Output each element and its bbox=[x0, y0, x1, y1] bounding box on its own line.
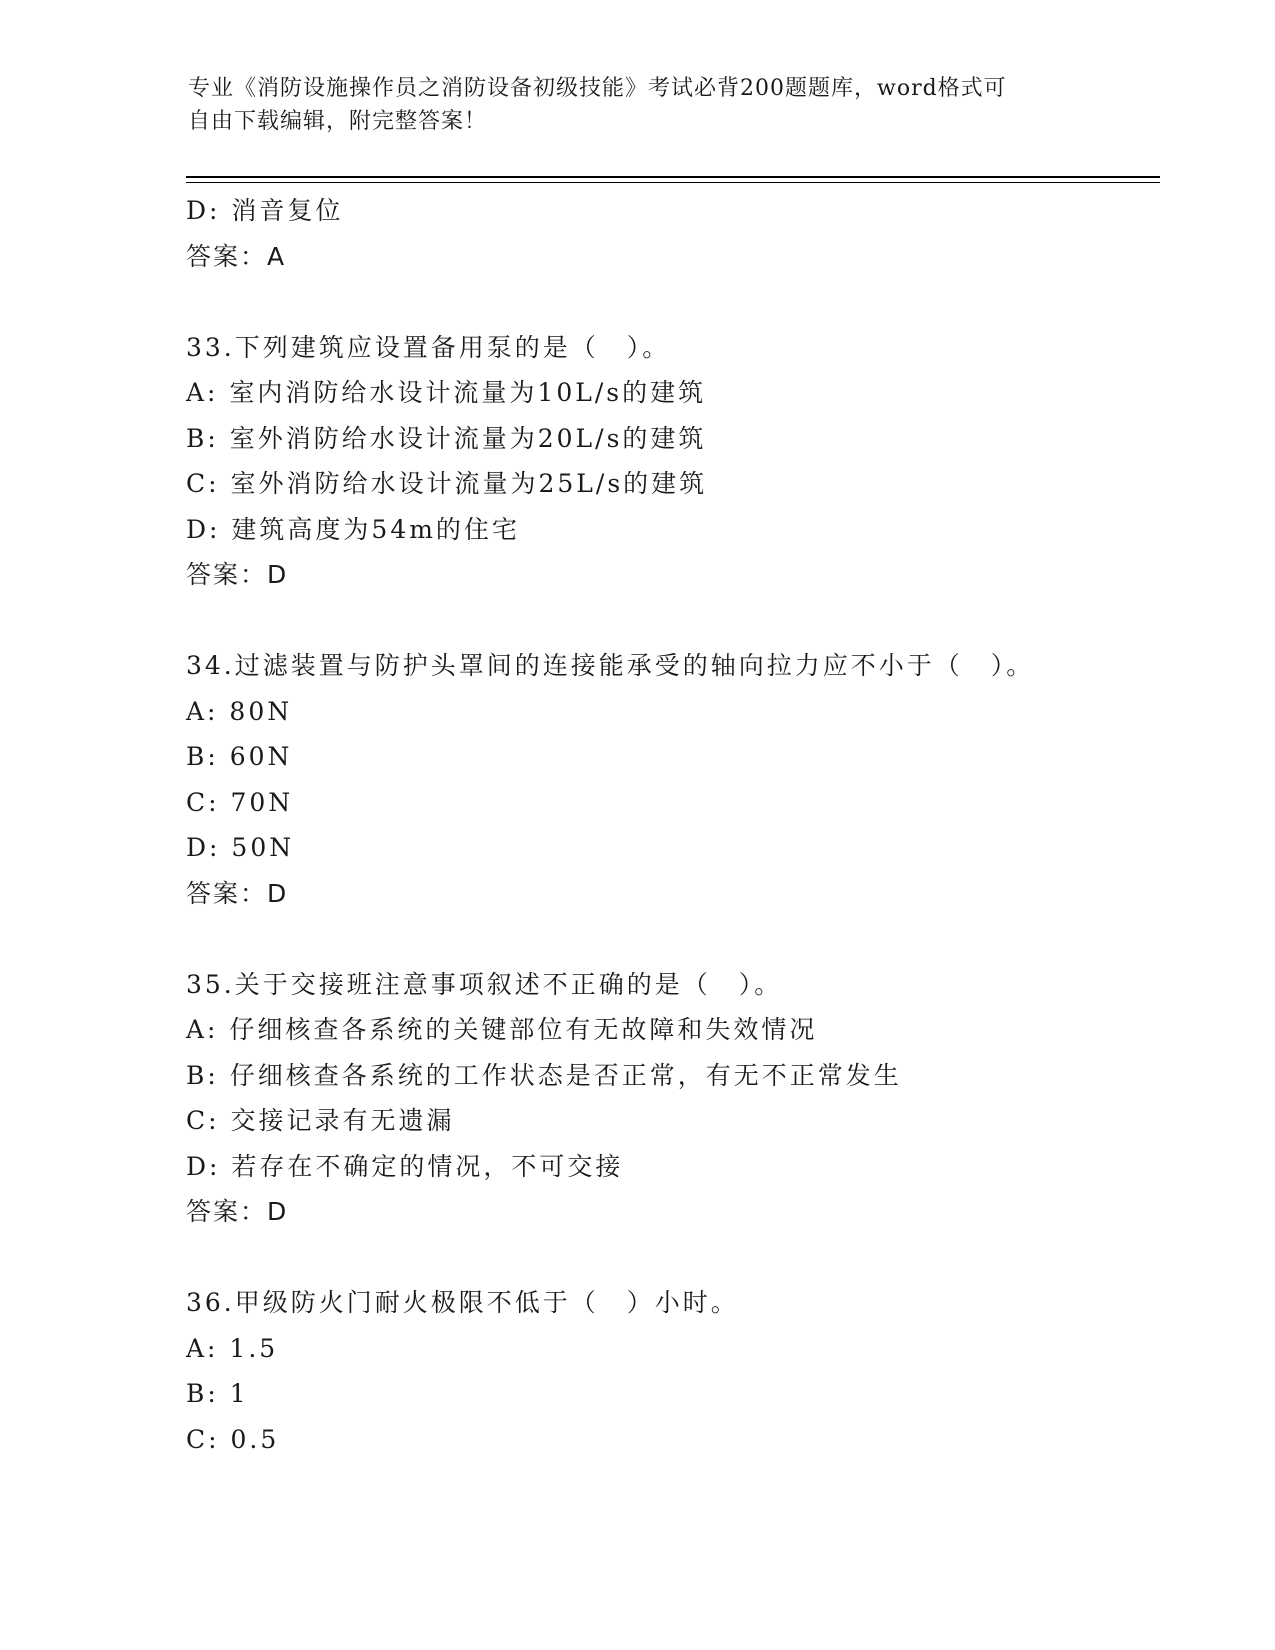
question-text: 34.过滤装置与防护头罩间的连接能承受的轴向拉力应不小于（ ）。 bbox=[186, 651, 1035, 680]
header-divider-thin bbox=[186, 182, 1160, 183]
option-c: C: 70N bbox=[186, 787, 294, 817]
answer: 答案：D bbox=[186, 1197, 289, 1226]
question-35 bbox=[186, 962, 1146, 1235]
option-b: B: 60N bbox=[186, 742, 293, 771]
spacer bbox=[186, 916, 1146, 962]
option-d: D: 建筑高度为54m的住宅 bbox=[186, 514, 520, 544]
option-b: B: 室外消防给水设计流量为20L/s的建筑 bbox=[186, 423, 707, 453]
option-a: A: 1.5 bbox=[186, 1333, 279, 1363]
header-title-line-1: 专业《消防设施操作员之消防设备初级技能》考试必背200题题库，word格式可 bbox=[188, 76, 1007, 101]
spacer bbox=[186, 598, 1146, 644]
question-text: 36.甲级防火门耐火极限不低于（ ）小时。 bbox=[186, 1288, 739, 1317]
header-divider-thick bbox=[186, 176, 1160, 178]
header-title-line-2: 自由下载编辑，附完整答案！ bbox=[188, 109, 488, 134]
question-34 bbox=[186, 643, 1146, 916]
option-c: C: 交接记录有无遗漏 bbox=[186, 1106, 455, 1135]
question-list bbox=[186, 188, 1146, 1462]
option-c: C: 室外消防给水设计流量为25L/s的建筑 bbox=[186, 469, 708, 498]
option-d: D: 若存在不确定的情况，不可交接 bbox=[186, 1151, 624, 1181]
answer: 答案：D bbox=[186, 560, 289, 589]
answer: 答案：D bbox=[186, 878, 289, 908]
spacer bbox=[186, 1235, 1146, 1281]
question-33 bbox=[186, 325, 1146, 598]
spacer bbox=[186, 279, 1146, 325]
option-a: A: 仔细核查各系统的关键部位有无故障和失效情况 bbox=[186, 1015, 818, 1044]
option-c: C: 0.5 bbox=[186, 1424, 280, 1454]
option-b: B: 仔细核查各系统的工作状态是否正常，有无不正常发生 bbox=[186, 1060, 902, 1090]
option-b: B: 1 bbox=[186, 1379, 249, 1408]
question-36 bbox=[186, 1280, 1146, 1462]
answer: 答案：A bbox=[186, 241, 287, 271]
question-text: 35.关于交接班注意事项叙述不正确的是（ ）。 bbox=[186, 969, 783, 999]
question-text: 33.下列建筑应设置备用泵的是（ ）。 bbox=[186, 332, 671, 362]
option-a: A: 80N bbox=[186, 696, 293, 726]
page-header bbox=[188, 72, 1078, 138]
option-d: D: 消音复位 bbox=[186, 196, 344, 225]
question-32-tail bbox=[186, 188, 1146, 279]
option-a: A: 室内消防给水设计流量为10L/s的建筑 bbox=[186, 378, 707, 407]
option-d: D: 50N bbox=[186, 833, 295, 862]
